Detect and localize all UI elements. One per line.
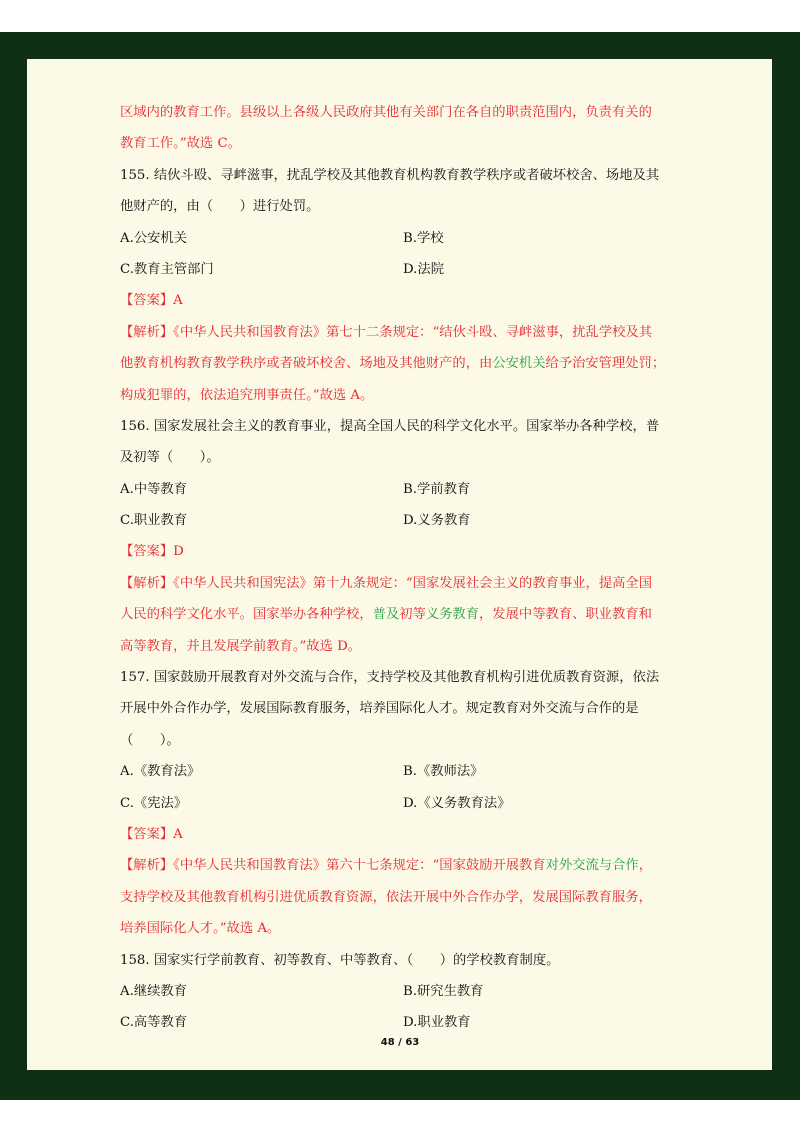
q155-option-b: B.学校 [403, 230, 444, 246]
q157-analysis-highlight: 对外交流与合作 [545, 858, 639, 874]
q156-analysis-1: 【解析】《中华人民共和国宪法》第十九条规定：“国家发展社会主义的教育事业，提高全国 [120, 575, 653, 591]
q158-option-d: D.职业教育 [403, 1015, 471, 1031]
q156-analysis-2c: 初等 [399, 607, 426, 623]
q155-stem-1: 155. 结伙斗殴、寻衅滋事，扰乱学校及其他教育机构教育教学秩序或者破坏校舍、场地及其 [120, 167, 660, 183]
q157-options-row-1 [120, 756, 680, 787]
q155-stem-2: 他财产的，由（ ）进行处罚。 [120, 199, 320, 215]
q156-options-row-1 [120, 474, 680, 505]
q155-option-a: A.公安机关 [120, 230, 188, 246]
q158-options-row-1 [120, 976, 680, 1007]
q157-analysis-3: 培养国际化人才。”故选 A。 [120, 921, 281, 937]
q156-stem-1: 156. 国家发展社会主义的教育事业，提高全国人民的科学文化水平。国家举办各种学校，普 [120, 418, 660, 434]
q157-analysis-2: 支持学校及其他教育机构引进优质教育资源，依法开展中外合作办学，发展国际教育服务， [120, 889, 652, 905]
q158-option-b: B.研究生教育 [403, 983, 484, 999]
q155-analysis-2a: 他教育机构教育教学秩序或者破坏校舍、场地及其他财产的，由 [120, 356, 493, 372]
q156-analysis-highlight-1: 普及 [372, 607, 400, 623]
q157-option-a: A.《教育法》 [120, 764, 201, 780]
q156-analysis-2e: ，发展中等教育、职业教育和 [479, 607, 652, 623]
q157-option-c: C.《宪法》 [120, 795, 188, 811]
q156-answer: 【答案】D [120, 544, 184, 560]
q157-stem-2: 开展中外合作办学，发展国际教育服务，培养国际化人才。规定教育对外交流与合作的是 [120, 701, 639, 717]
q155-analysis-1: 【解析】《中华人民共和国教育法》第七十二条规定：“结伙斗殴、寻衅滋事，扰乱学校及其 [120, 324, 653, 340]
q156-analysis-2 [120, 599, 680, 630]
q155-options-row-1 [120, 223, 680, 254]
q155-analysis-2 [120, 348, 680, 379]
q157-option-d: D.《义务教育法》 [403, 795, 511, 811]
document-content [120, 97, 680, 1039]
q156-option-a: A.中等教育 [120, 481, 188, 497]
q157-analysis-1c: ， [638, 858, 653, 874]
q158-options-row-2 [120, 1007, 680, 1038]
q156-option-d: D.义务教育 [403, 513, 471, 529]
q155-option-d: D.法院 [403, 261, 445, 277]
q158-option-c: C.高等教育 [120, 1015, 188, 1031]
q157-stem-1: 157. 国家鼓励开展教育对外交流与合作，支持学校及其他教育机构引进优质教育资源，依法 [120, 670, 660, 686]
page-current: 48 [380, 1037, 395, 1048]
page-separator: / [394, 1037, 406, 1048]
q157-stem-3: （ ）。 [120, 732, 180, 748]
q155-analysis-highlight: 公安机关 [492, 356, 546, 372]
q156-analysis-2a: 人民的科学文化水平。国家举办各种学校， [120, 607, 373, 623]
q158-stem-1: 158. 国家实行学前教育、初等教育、中等教育、（ ）的学校教育制度。 [120, 952, 560, 968]
q158-option-a: A.继续教育 [120, 983, 188, 999]
q156-option-c: C.职业教育 [120, 513, 188, 529]
q155-answer: 【答案】A [120, 293, 183, 309]
intro-line-1: 区域内的教育工作。县级以上各级人民政府其他有关部门在各自的职责范围内，负责有关的 [120, 105, 652, 120]
q155-options-row-2 [120, 254, 680, 285]
page-number [0, 1037, 800, 1048]
q156-analysis-3: 高等教育，并且发展学前教育。”故选 D。 [120, 638, 362, 654]
q155-analysis-2c: 给予治安管理处罚； [545, 356, 666, 372]
q156-option-b: B.学前教育 [403, 481, 471, 497]
q155-option-c: C.教育主管部门 [120, 261, 214, 277]
q156-analysis-highlight-2: 义务教育 [425, 607, 480, 623]
q156-stem-2: 及初等（ ）。 [120, 450, 220, 466]
q157-analysis-1a: 【解析】《中华人民共和国教育法》第六十七条规定：“国家鼓励开展教育 [120, 858, 546, 874]
page-total: 63 [405, 1037, 420, 1048]
q155-analysis-3: 构成犯罪的，依法追究刑事责任。”故选 A。 [120, 387, 374, 403]
q157-analysis-1 [120, 850, 680, 881]
q157-options-row-2 [120, 788, 680, 819]
q157-option-b: B.《教师法》 [403, 764, 484, 780]
q157-answer: 【答案】A [120, 826, 183, 842]
intro-line-2: 教育工作。”故选 C。 [120, 136, 241, 152]
q156-options-row-2 [120, 505, 680, 536]
